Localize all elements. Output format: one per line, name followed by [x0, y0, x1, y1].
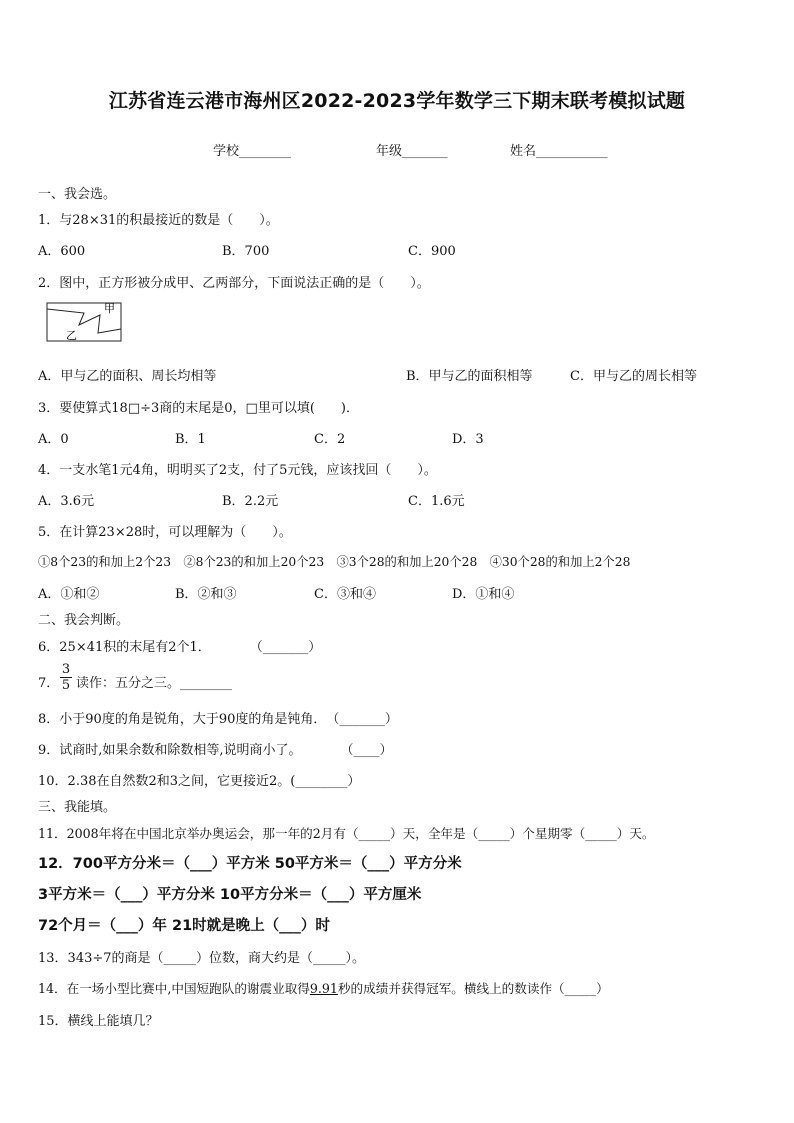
question-15: 15．横线上能填几？	[38, 1014, 159, 1029]
school-field: 学校________	[213, 144, 292, 159]
q3-option-c: C．2	[314, 432, 346, 447]
page-title: 江苏省连云港市海州区2022-2023学年数学三下期末联考模拟试题	[108, 90, 686, 112]
q5-option-a: A．①和②	[38, 587, 100, 602]
q4-option-c: C．1.6元	[408, 494, 465, 509]
section-heading-3: 三、我能填。	[38, 800, 117, 815]
q1-option-a: A．600	[38, 244, 86, 259]
q5-choice-list: ①8个23的和加上2个23 ②8个23的和加上20个23 ③3个28的和加上20个28 ④30个28的和加上2个28	[38, 555, 631, 569]
section-heading-2: 二、我会判断。	[38, 613, 130, 628]
q1-option-c: C．900	[408, 244, 456, 259]
q2-figure-label-yi: 乙	[66, 329, 77, 342]
question-13: 13．343÷7的商是（_____）位数，商大约是（_____）。	[38, 951, 366, 966]
question-6: 6．25×41积的末尾有2个1． （_______）	[38, 640, 322, 655]
q14-underlined-number: 9.91	[309, 981, 338, 996]
q5-option-d: D．①和④	[452, 587, 515, 602]
q7-fraction	[60, 662, 72, 693]
q2-option-b: B．甲与乙的面积相等	[406, 369, 533, 384]
q2-square-figure	[46, 299, 126, 343]
q7-numerator: 3	[61, 662, 71, 677]
question-5-stem: 5．在计算23×28时，可以理解为（ ）。	[38, 525, 292, 540]
q3-option-b: B．1	[175, 432, 206, 447]
q5-option-b: B．②和③	[175, 587, 237, 602]
question-14	[38, 978, 609, 997]
grade-field: 年级_______	[376, 144, 448, 159]
section-heading-1: 一、我会选。	[38, 187, 117, 202]
question-12-line-1: 12．700平方分米＝（___）平方米 50平方米＝（___）平方分米	[38, 856, 462, 872]
q1-option-b: B．700	[222, 244, 270, 259]
question-3-stem: 3．要使算式18□÷3商的末尾是0，□里可以填( )．	[38, 401, 359, 416]
question-12-line-3: 72个月＝（___）年 21时就是晚上（___）时	[38, 918, 330, 934]
question-7-number: 7．	[38, 676, 60, 691]
q4-option-a: A．3.6元	[38, 494, 95, 509]
question-12-line-2: 3平方米＝（___）平方分米 10平方分米＝（___）平方厘米	[38, 887, 422, 903]
question-2-stem: 2．图中，正方形被分成甲、乙两部分，下面说法正确的是（ ）。	[38, 276, 430, 291]
q2-option-c: C．甲与乙的周长相等	[570, 369, 697, 384]
q5-option-c: C．③和④	[314, 587, 376, 602]
q14-text-after: 秒的成绩并获得冠军。横线上的数读作（_____）	[337, 981, 609, 996]
q3-option-d: D．3	[452, 432, 484, 447]
question-11: 11．2008年将在中国北京举办奥运会，那一年的2月有（_____）天，全年是（_____）个星期零（_____）天。	[38, 826, 655, 841]
name-field: 姓名___________	[510, 144, 608, 159]
q2-option-a: A．甲与乙的面积、周长均相等	[38, 369, 217, 384]
q2-figure-label-jia: 甲	[104, 302, 115, 315]
q14-text-before: 14．在一场小型比赛中,中国短跑队的谢震业取得	[38, 981, 310, 996]
question-7-text: 读作：五分之三。________	[76, 676, 233, 691]
q3-option-a: A．0	[38, 432, 69, 447]
q7-denominator: 5	[61, 678, 71, 693]
question-8: 8．小于90度的角是锐角，大于90度的角是钝角． （_______）	[38, 712, 398, 727]
question-10: 10．2.38在自然数2和3之间，它更接近2。(________）	[38, 774, 361, 789]
question-4-stem: 4．一支水笔1元4角，明明买了2支，付了5元钱，应该找回（ ）。	[38, 463, 437, 478]
q4-option-b: B．2.2元	[222, 494, 279, 509]
question-1-stem: 1．与28×31的积最接近的数是（ ）。	[38, 213, 279, 228]
question-9: 9．试商时,如果余数和除数相等,说明商小了。 （____）	[38, 743, 393, 758]
